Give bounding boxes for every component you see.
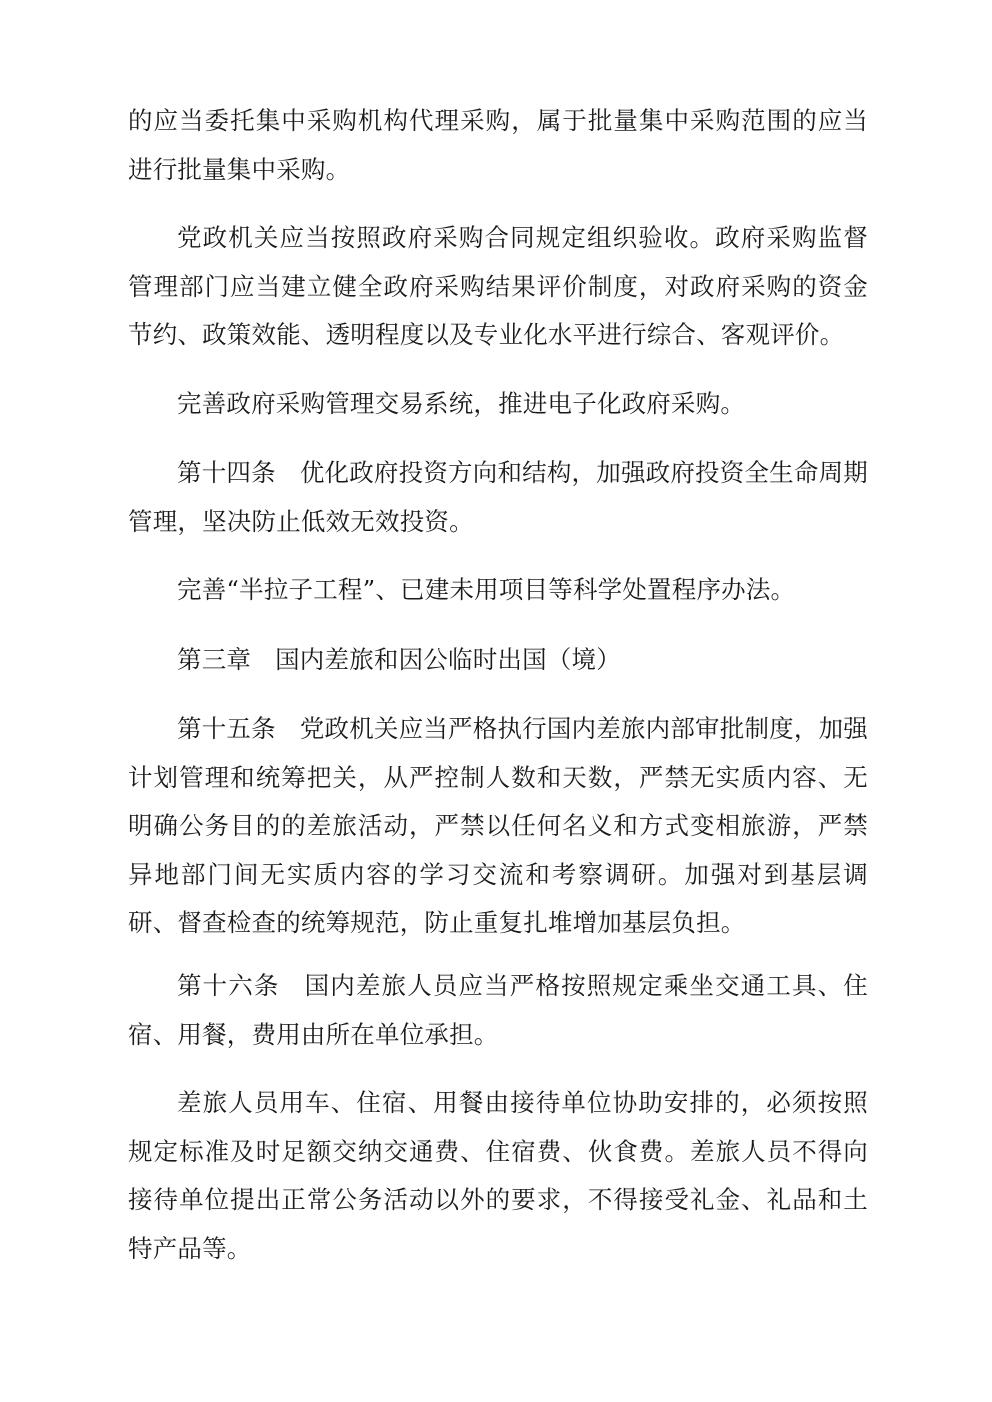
article-16-number: 第十六条 [177, 971, 280, 1000]
paragraph-9 [128, 1079, 868, 1273]
article-16 [128, 962, 868, 1059]
article-15 [128, 705, 868, 948]
paragraph-5-text: 完善“半拉子工程”、已建未用项目等科学处置程序办法。 [177, 575, 796, 604]
article-16-text: 国内差旅人员应当严格按照规定乘坐交通工具、住宿、用餐，费用由所在单位承担。 [128, 971, 868, 1049]
paragraph-2 [128, 214, 868, 360]
paragraph-2-text: 党政机关应当按照政府采购合同规定组织验收。政府采购监督管理部门应当建立健全政府采购结果评价制度，对政府采购的资金节约、政策效能、透明程度以及专业化水平进行综合、客观评价。 [128, 223, 868, 349]
paragraph-9-text: 差旅人员用车、住宿、用餐由接待单位协助安排的，必须按照规定标准及时足额交纳交通费、住宿费、伙食费。差旅人员不得向接待单位提出正常公务活动以外的要求，不得接受礼金、礼品和土特产品等。 [128, 1088, 868, 1263]
chapter-3-number: 第三章 [177, 645, 252, 674]
article-14-number: 第十四条 [177, 458, 276, 487]
article-15-number: 第十五条 [177, 714, 276, 743]
paragraph-5 [128, 566, 868, 615]
article-14-text: 优化政府投资方向和结构，加强政府投资全生命周期管理，坚决防止低效无效投资。 [128, 458, 868, 536]
paragraph-3 [128, 380, 868, 429]
paragraph-1 [128, 97, 868, 194]
chapter-3-title: 国内差旅和因公临时出国（境） [275, 645, 621, 674]
paragraph-3-text: 完善政府采购管理交易系统，推进电子化政府采购。 [177, 389, 746, 418]
chapter-3-heading [128, 636, 868, 685]
article-14 [128, 449, 868, 546]
paragraph-1-text: 的应当委托集中采购机构代理采购，属于批量集中采购范围的应当进行批量集中采购。 [128, 106, 868, 184]
article-15-text: 党政机关应当严格执行国内差旅内部审批制度，加强计划管理和统筹把关，从严控制人数和天数，严禁无实质内容、无明确公务目的的差旅活动，严禁以任何名义和方式变相旅游，严禁异地部门间无实质内容的学习交流和考察调研。加强对到基层调研、督查检查的统筹规范，防止重复扎堆增加基层负担。 [128, 714, 868, 937]
